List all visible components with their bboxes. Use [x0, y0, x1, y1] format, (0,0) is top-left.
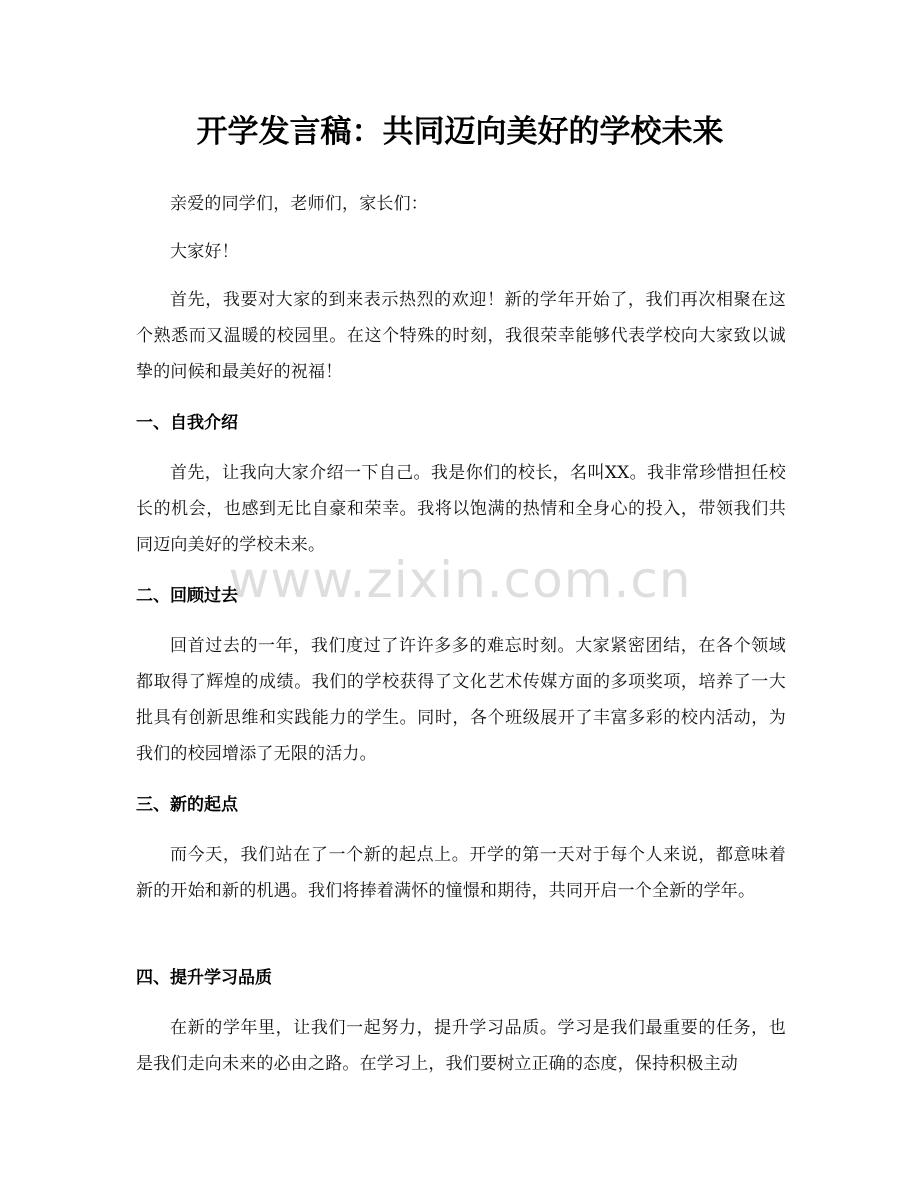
section-heading-review: 二、回顾过去 — [136, 586, 238, 606]
section-body-learning-quality: 在新的学年里，让我们一起努力，提升学习品质。学习是我们最重要的任务，也是我们走向未来的必由之路。在学习上，我们要树立正确的态度，保持积极主动 — [136, 1018, 786, 1074]
hello-paragraph: 大家好！ — [170, 242, 239, 262]
document-title: 开学发言稿：共同迈向美好的学校未来 — [196, 114, 724, 150]
section-body-self-intro: 首先，让我向大家介绍一下自己。我是你们的校长，名叫XX。我非常珍惜担任校长的机会，也感到无比自豪和荣幸。我将以饱满的热情和全身心的投入，带领我们共同迈向美好的学校未来。 — [136, 463, 786, 555]
section-heading-self-intro: 一、自我介绍 — [136, 413, 238, 433]
section-body-review: 回首过去的一年，我们度过了许许多多的难忘时刻。大家紧密团结，在各个领域都取得了辉煌的成绩。我们的学校获得了文化艺术传媒方面的多项奖项，培养了一大批具有创新思维和实践能力的学生。同时，各个班级展开了丰富多彩的校内活动，为我们的校园增添了无限的活力。 — [136, 636, 786, 764]
section-heading-new-start: 三、新的起点 — [136, 795, 238, 815]
section-heading-learning-quality: 四、提升学习品质 — [136, 968, 272, 988]
greeting-paragraph: 亲爱的同学们，老师们，家长们： — [170, 194, 428, 214]
section-body-new-start: 而今天，我们站在了一个新的起点上。开学的第一天对于每个人来说，都意味着新的开始和新的机遇。我们将捧着满怀的憧憬和期待，共同开启一个全新的学年。 — [136, 845, 786, 901]
intro-paragraph: 首先，我要对大家的到来表示热烈的欢迎！新的学年开始了，我们再次相聚在这个熟悉而又温暖的校园里。在这个特殊的时刻，我很荣幸能够代表学校向大家致以诚挚的问候和最美好的祝福！ — [136, 290, 786, 382]
watermark-text: www.zixin.com.cn — [228, 551, 692, 609]
